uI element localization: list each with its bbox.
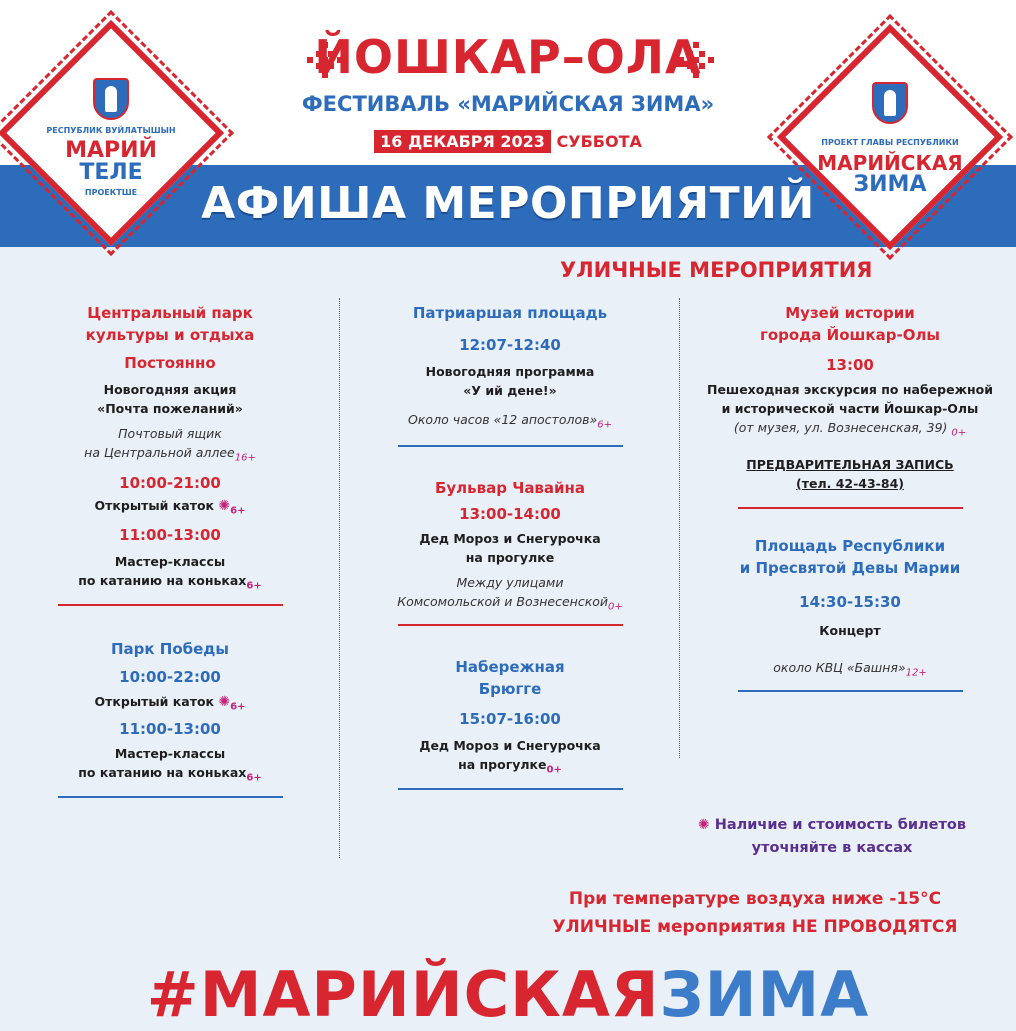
- event-title: Открытый каток: [94, 693, 215, 709]
- event-title-line2: на прогулке: [458, 757, 547, 772]
- venue-republic-square-line2: и Пресвятой Девы Марии: [739, 558, 961, 577]
- event-location: Около часов «12 апостолов»: [408, 412, 598, 427]
- age-badge: 12+: [905, 667, 927, 678]
- weekday-label: СУББОТА: [556, 132, 642, 151]
- divider: [738, 507, 963, 509]
- event-title: Новогодняя программа: [425, 364, 595, 379]
- event-title: Открытый каток: [94, 497, 215, 513]
- registration-phone[interactable]: (тел. 42-43-84): [796, 475, 904, 491]
- venue-history-museum: Музей истории: [785, 304, 915, 322]
- venue-republic-square: Площадь Республики: [754, 536, 946, 555]
- event-location: Между улицами: [456, 574, 564, 590]
- event-location-line2: Комсомольской и Вознесенской: [397, 593, 609, 609]
- banner-title: АФИША МЕРОПРИЯТИЙ: [201, 178, 815, 229]
- hashtag: [0, 958, 1016, 1031]
- age-badge: 0+: [546, 764, 562, 776]
- event-title-line2: по катанию на коньках: [78, 573, 247, 588]
- event-title-line2: «У ий дене!»: [463, 383, 557, 398]
- ticket-note: [672, 814, 992, 860]
- event-time: 13:00-14:00: [459, 504, 561, 523]
- event-time: 10:00-21:00: [119, 473, 221, 492]
- event-time: 11:00-13:00: [119, 720, 221, 738]
- warning-line2: УЛИЧНЫЕ мероприятия НЕ ПРОВОДЯТСЯ: [552, 917, 958, 937]
- hashtag-blue-part: ЗИМА: [659, 958, 870, 1031]
- venue-patriarch-square: Патриаршая площадь: [412, 304, 608, 322]
- logo-right-line1: МАРИЙСКАЯ: [817, 151, 963, 175]
- column-divider: [679, 298, 680, 758]
- event-title: Новогодняя акция: [103, 382, 237, 397]
- venue-central-park: Центральный парк: [87, 304, 253, 322]
- event-time: 10:00-22:00: [119, 667, 221, 686]
- ticket-sun-icon: ✺: [218, 693, 231, 710]
- logo-left-line1: МАРИЙ: [65, 138, 157, 163]
- age-badge: 6+: [230, 701, 246, 712]
- hashtag-red-part: #МАРИЙСКАЯ: [146, 958, 660, 1031]
- divider: [738, 690, 963, 692]
- logo-right-top: ПРОЕКТ ГЛАВЫ РЕСПУБЛИКИ: [821, 138, 959, 147]
- divider: [398, 788, 623, 790]
- logo-mariy-tele: [6, 28, 216, 238]
- ticket-sun-icon: ✺: [697, 817, 710, 833]
- column-3: [690, 302, 1010, 692]
- logo-left-top: РЕСПУБЛИК ВУЙЛАТЫШЫН: [46, 126, 176, 135]
- event-title-line2: на прогулке: [465, 549, 555, 565]
- ticket-sun-icon: ✺: [218, 497, 231, 514]
- age-badge: 0+: [951, 427, 967, 439]
- event-title: Пешеходная экскурсия по набережной: [706, 382, 994, 397]
- logo-mariyskaya-zima: [785, 32, 995, 242]
- venue-history-museum-line2: города Йошкар-Олы: [760, 326, 940, 344]
- registration-note: ПРЕДВАРИТЕЛЬНАЯ ЗАПИСЬ: [746, 456, 954, 472]
- age-badge: 6+: [246, 772, 262, 784]
- event-time: 14:30-15:30: [799, 592, 901, 611]
- event-time: 13:00: [826, 356, 874, 374]
- event-title-line2: «Почта пожеланий»: [97, 401, 243, 416]
- event-location: около КВЦ «Башня»: [773, 659, 906, 675]
- venue-bruges-embankment-line2: Брюгге: [478, 680, 542, 698]
- column-2: [380, 302, 640, 790]
- temperature-warning: [490, 885, 1016, 941]
- date-label: 16 ДЕКАБРЯ 2023: [374, 130, 551, 153]
- divider: [58, 796, 283, 798]
- coat-of-arms-icon: [872, 82, 908, 124]
- age-badge: 6+: [597, 419, 612, 431]
- event-time: 12:07-12:40: [459, 336, 561, 354]
- event-location-line2: на Центральной аллее: [84, 445, 235, 460]
- ticket-note-line2: уточняйте в кассах: [751, 840, 913, 856]
- column-divider: [339, 298, 340, 858]
- coat-of-arms-icon: [93, 78, 129, 120]
- event-title: Дед Мороз и Снегурочка: [419, 738, 601, 753]
- ticket-note-line1: Наличие и стоимость билетов: [714, 817, 967, 833]
- section-title: УЛИЧНЫЕ МЕРОПРИЯТИЯ: [560, 258, 873, 282]
- age-badge: 6+: [246, 580, 262, 592]
- venue-bruges-embankment: Набережная: [455, 658, 565, 676]
- age-badge: 6+: [230, 505, 246, 516]
- city-title: ЙОШКАР–ОЛА: [314, 30, 702, 84]
- event-title-line2: и исторической части Йошкар-Олы: [721, 401, 979, 416]
- logo-left-line2: ТЕЛЕ: [79, 160, 143, 185]
- event-title: Мастер-классы: [114, 554, 226, 569]
- event-title: Дед Мороз и Снегурочка: [419, 530, 601, 546]
- logo-right-line2: ЗИМА: [853, 172, 927, 197]
- venue-chavaina-boulevard: Бульвар Чавайна: [434, 478, 586, 497]
- age-badge: 0+: [608, 601, 623, 612]
- age-badge: 16+: [234, 452, 256, 464]
- venue-victory-park: Парк Победы: [110, 639, 229, 658]
- festival-title: ФЕСТИВАЛЬ «МАРИЙСКАЯ ЗИМА»: [301, 92, 715, 116]
- event-title-line2: по катанию на коньках: [78, 765, 247, 780]
- event-time: 11:00-13:00: [119, 526, 221, 544]
- time-always: Постоянно: [124, 354, 216, 372]
- column-1: [40, 302, 300, 798]
- event-location: Почтовый ящик: [118, 426, 222, 441]
- venue-central-park-line2: культуры и отдыха: [85, 326, 255, 344]
- logo-left-bottom: ПРОЕКТШЕ: [84, 188, 138, 197]
- event-title: Мастер-классы: [114, 746, 226, 761]
- event-location: (от музея, ул. Вознесенская, 39): [733, 420, 948, 435]
- warning-line1: При температуре воздуха ниже -15°С: [568, 889, 942, 909]
- event-title: Концерт: [819, 622, 881, 638]
- divider: [398, 624, 623, 626]
- divider: [58, 604, 283, 606]
- event-time: 15:07-16:00: [459, 710, 561, 728]
- divider: [398, 445, 623, 447]
